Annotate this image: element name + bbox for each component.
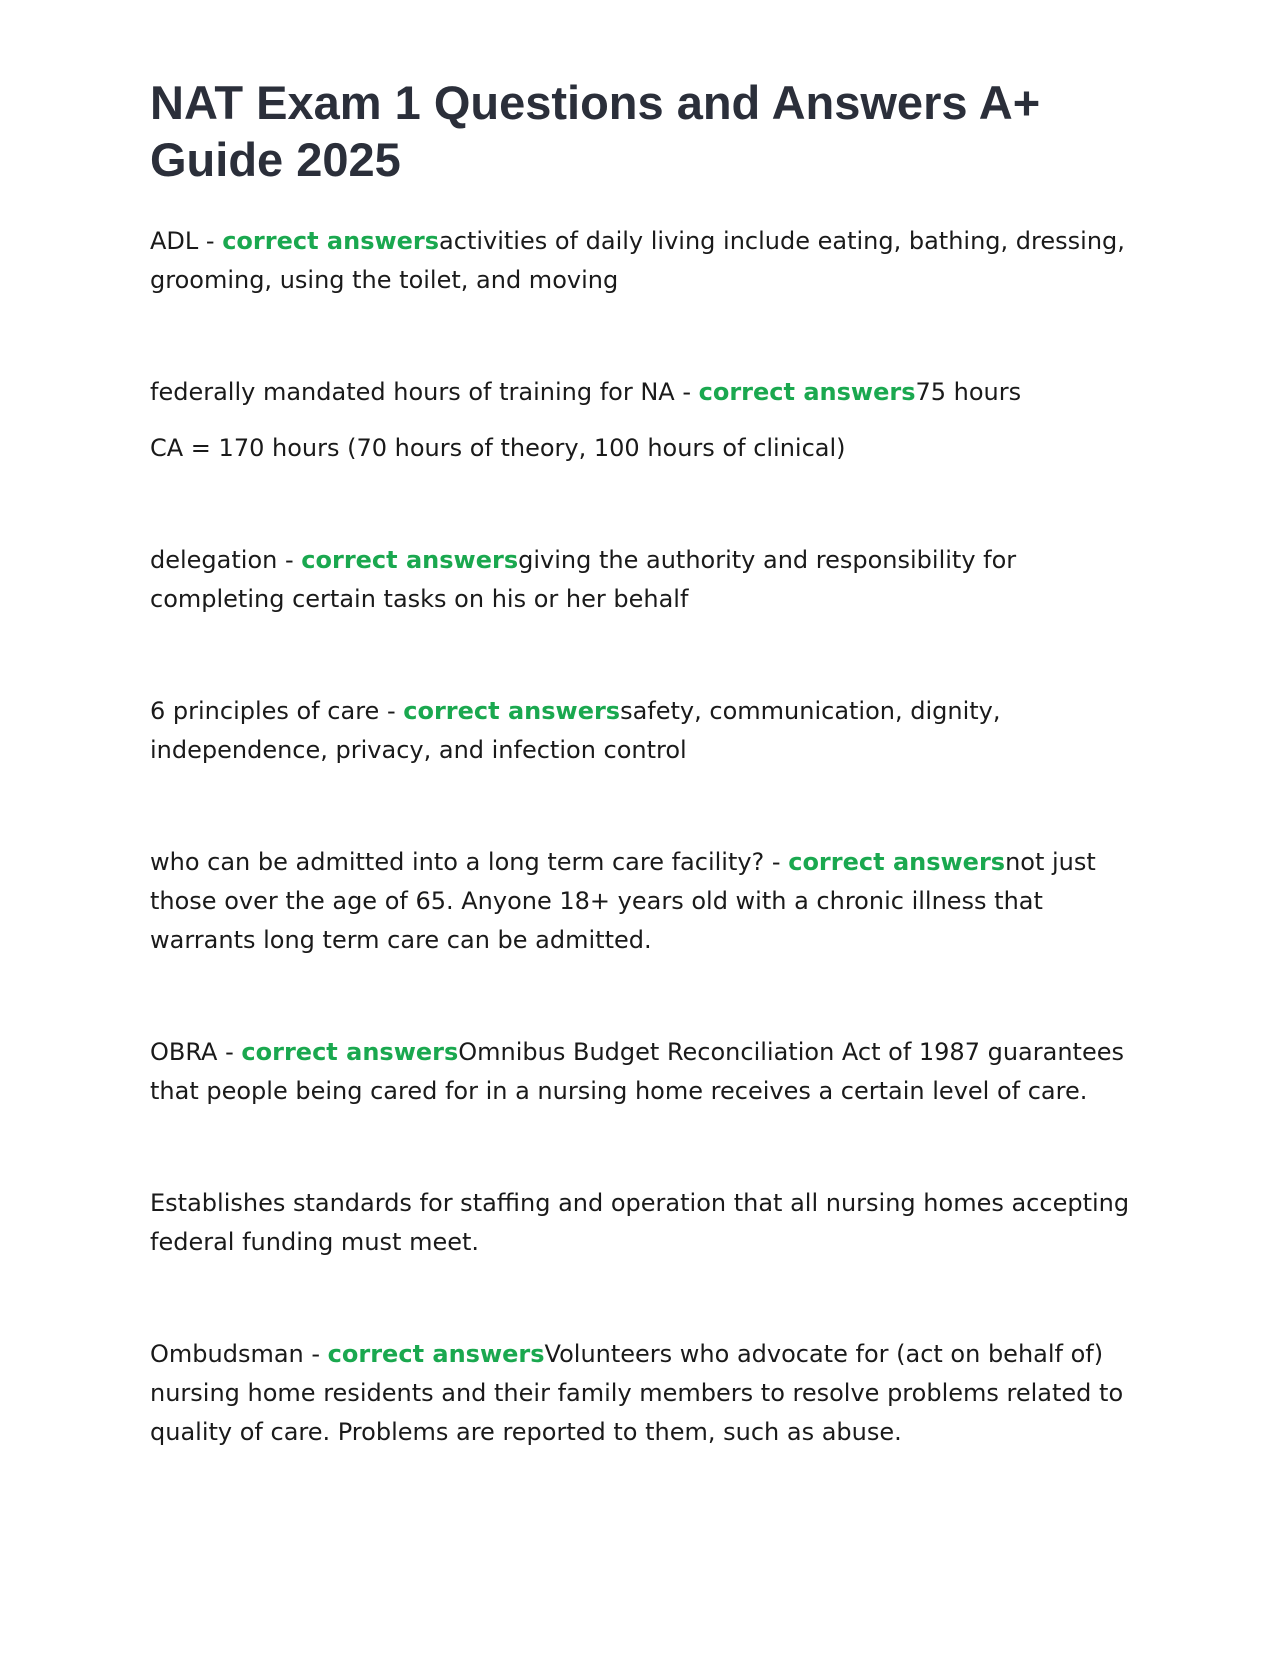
entry-answer: 75 hours: [915, 378, 1022, 406]
correct-answers-label: correct answers: [301, 546, 519, 574]
entry-answer: not just those over the age of 65. Anyone 18+ years old with a chronic illness that warrants long term care can be admitted.: [150, 848, 1096, 954]
entry-answer: Volunteers who advocate for (act on behalf of) nursing home residents and their family members to resolve problems related to quality of care. Problems are reported to them, such as abuse.: [150, 1340, 1124, 1446]
correct-answers-label: correct answers: [788, 848, 1006, 876]
entry-answer: giving the authority and responsibility for completing certain tasks on his or her behalf: [150, 546, 1017, 613]
entry-training-hours: [150, 373, 1140, 412]
entry-answer: safety, communication, dignity, independence, privacy, and infection control: [150, 697, 1001, 764]
entry-obra-standards: Establishes standards for staffing and operation that all nursing homes accepting federal funding must meet.: [150, 1189, 1130, 1256]
entry-adl: [150, 222, 1140, 300]
entry-term: delegation -: [150, 546, 302, 574]
entry-term: Ombudsman -: [150, 1340, 328, 1368]
entry-term: OBRA -: [150, 1038, 242, 1066]
entry-principles-of-care: [150, 692, 1140, 770]
document-page: [150, 74, 1140, 1452]
document-title: NAT Exam 1 Questions and Answers A+ Guide 2025: [150, 76, 1041, 186]
correct-answers-label: correct answers: [327, 1340, 545, 1368]
entry-ombudsman: [150, 1335, 1140, 1452]
entry-term: who can be admitted into a long term care facility? -: [150, 848, 789, 876]
correct-answers-label: correct answers: [241, 1038, 459, 1066]
entry-answer: activities of daily living include eating, bathing, dressing, grooming, using the toilet, and moving: [150, 227, 1125, 294]
entry-term: 6 principles of care -: [150, 697, 404, 725]
entry-answer: Omnibus Budget Reconciliation Act of 1987 guarantees that people being cared for in a nursing home receives a certain level of care.: [150, 1038, 1124, 1105]
entry-obra: [150, 1033, 1140, 1111]
entry-delegation: [150, 541, 1140, 619]
entry-term: federally mandated hours of training for NA -: [150, 378, 699, 406]
entry-long-term-care: [150, 843, 1140, 960]
entry-ca-hours: CA = 170 hours (70 hours of theory, 100 hours of clinical): [150, 434, 846, 462]
correct-answers-label: correct answers: [698, 378, 916, 406]
correct-answers-label: correct answers: [403, 697, 621, 725]
entry-term: ADL -: [150, 227, 223, 255]
correct-answers-label: correct answers: [222, 227, 440, 255]
